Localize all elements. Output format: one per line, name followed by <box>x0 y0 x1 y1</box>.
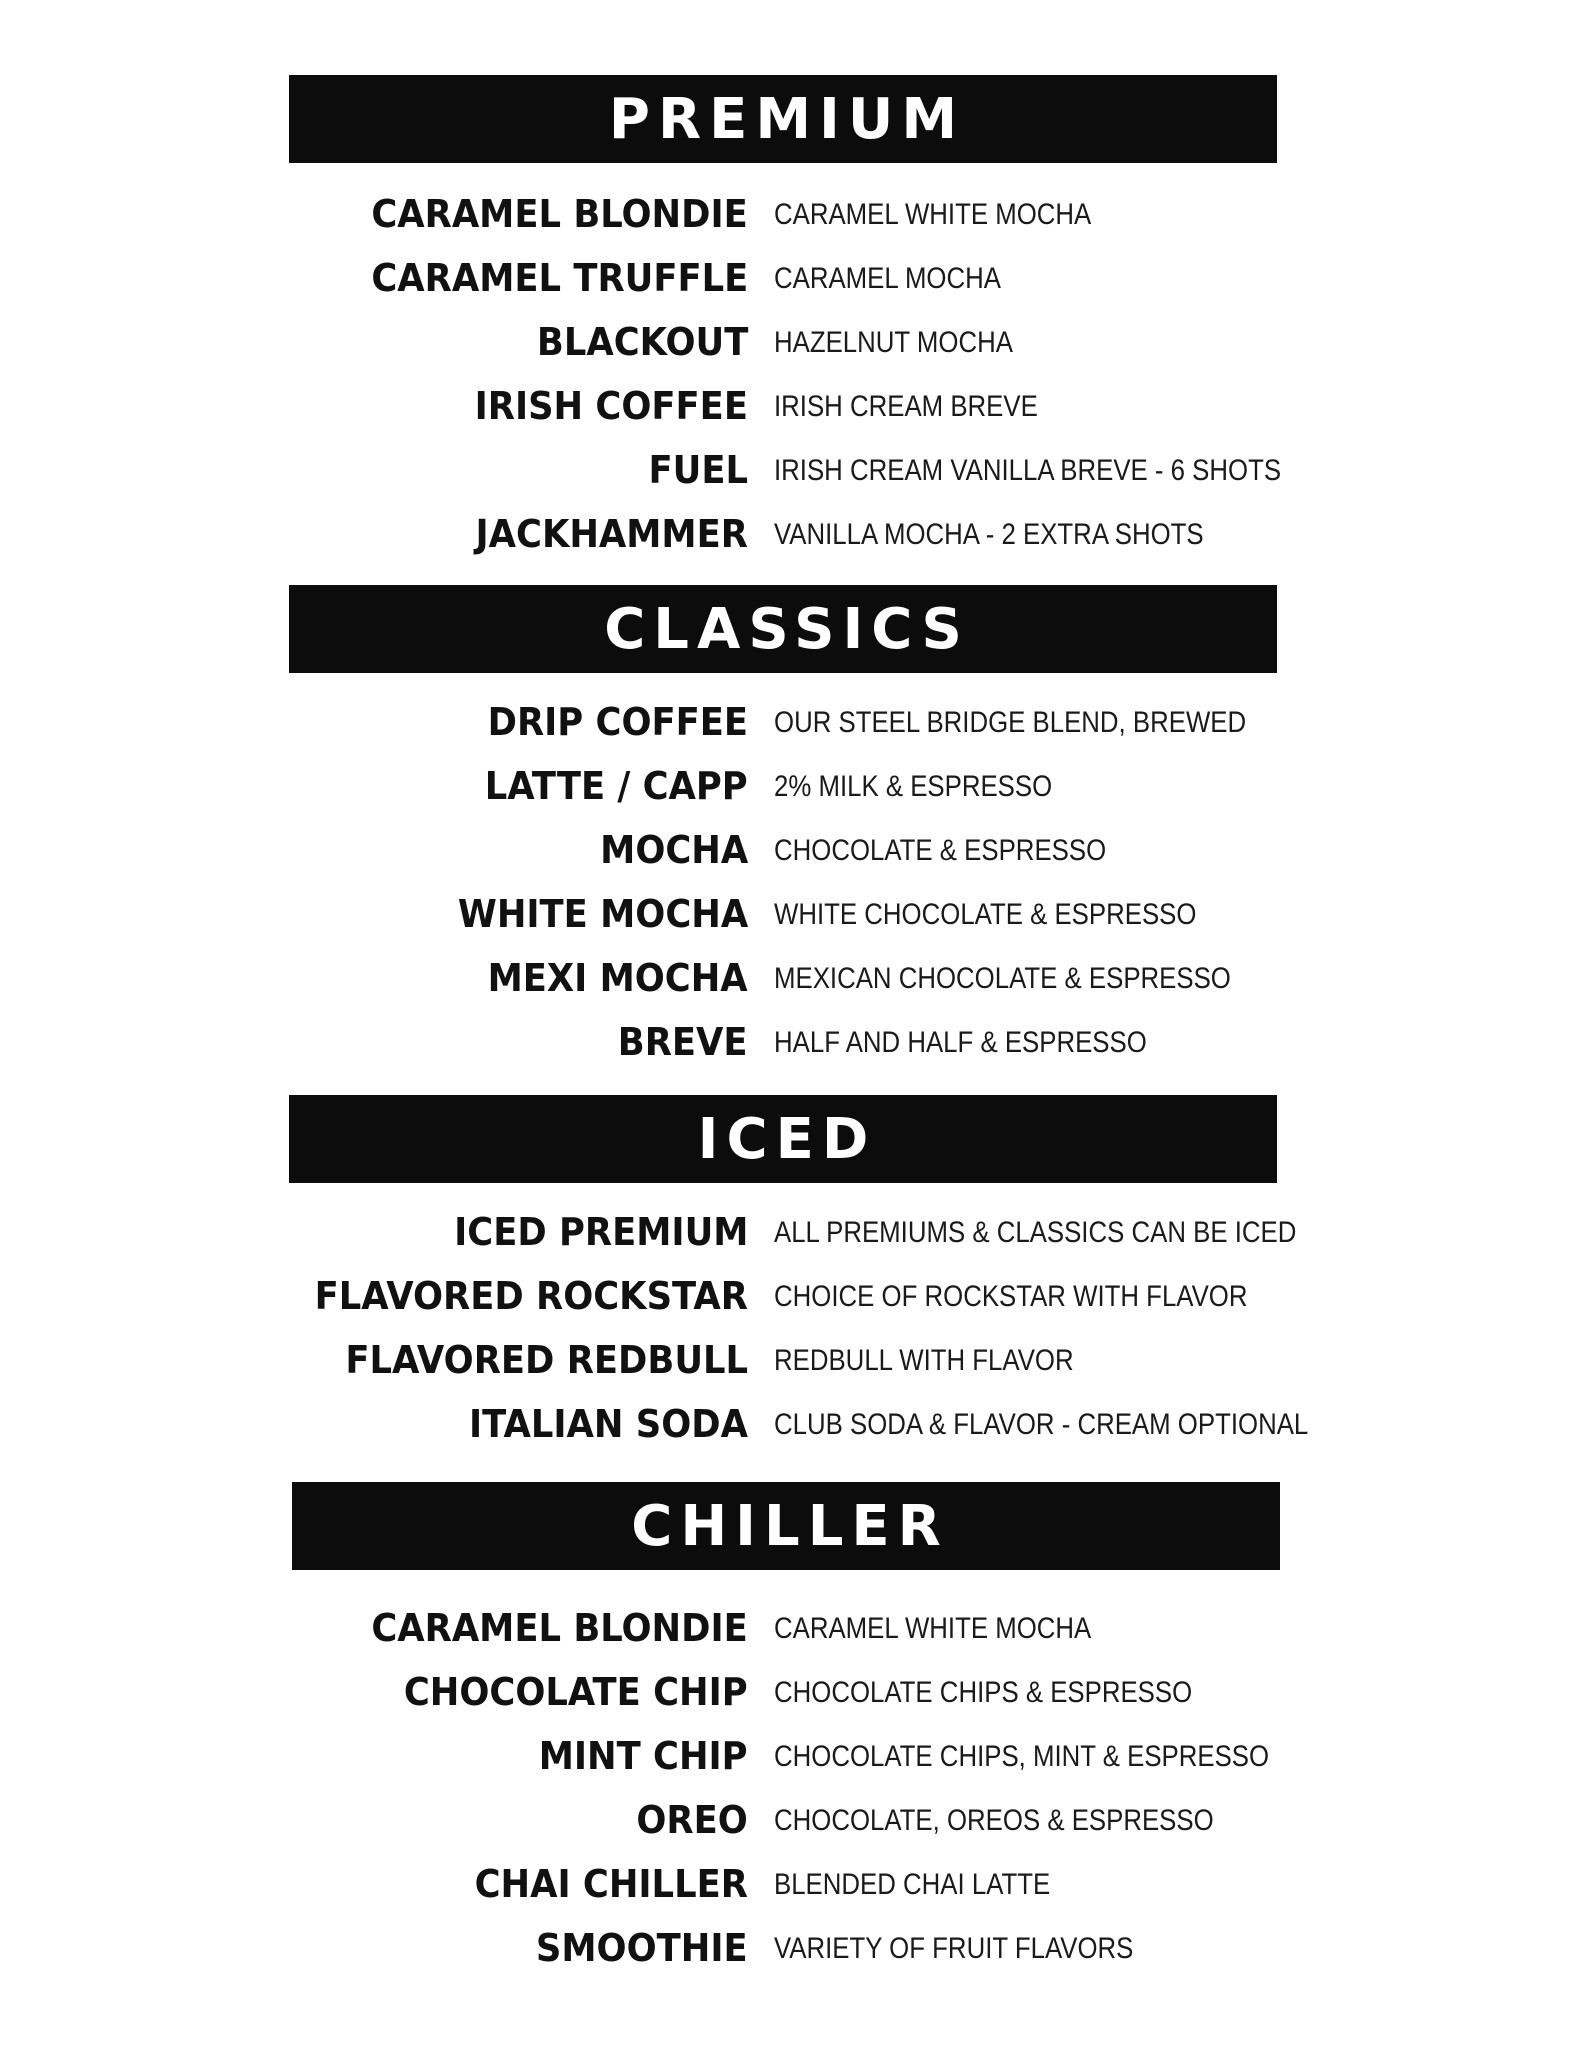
menu-item-name: SMOOTHIE <box>536 1926 748 1970</box>
menu-item <box>0 946 1582 1010</box>
section-header-premium <box>289 75 1277 163</box>
section-title: PREMIUM <box>608 86 966 152</box>
menu-item-name: CARAMEL BLONDIE <box>371 1606 748 1650</box>
menu-item-name: IRISH COFFEE <box>474 384 748 428</box>
menu-item-description: CLUB SODA & FLAVOR - CREAM OPTIONAL <box>774 1408 1309 1441</box>
menu-item-description: WHITE CHOCOLATE & ESPRESSO <box>774 898 1197 931</box>
menu-item <box>0 1392 1582 1456</box>
menu-item-name: CARAMEL BLONDIE <box>371 192 748 236</box>
menu-item <box>0 246 1582 310</box>
menu-item-description: BLENDED CHAI LATTE <box>774 1868 1051 1901</box>
section-header-classics <box>289 585 1277 673</box>
menu-item-name: DRIP COFFEE <box>487 700 748 744</box>
menu-item-description: CHOCOLATE & ESPRESSO <box>774 834 1107 867</box>
menu-item-name: FUEL <box>648 448 748 492</box>
menu-item <box>0 1852 1582 1916</box>
menu-item-name: MINT CHIP <box>539 1734 748 1778</box>
section-title: ICED <box>697 1106 877 1172</box>
menu-item <box>0 1264 1582 1328</box>
menu-item <box>0 1916 1582 1980</box>
menu-item-description: CHOICE OF ROCKSTAR WITH FLAVOR <box>774 1280 1248 1313</box>
menu-item-description: IRISH CREAM VANILLA BREVE - 6 SHOTS <box>774 454 1282 487</box>
menu-item <box>0 754 1582 818</box>
menu-item <box>0 1788 1582 1852</box>
menu-item-description: REDBULL WITH FLAVOR <box>774 1344 1074 1377</box>
menu-item-description: CARAMEL WHITE MOCHA <box>774 1612 1092 1645</box>
menu-item <box>0 1200 1582 1264</box>
menu-item-description: VARIETY OF FRUIT FLAVORS <box>774 1932 1134 1965</box>
section-header-chiller <box>292 1482 1280 1570</box>
menu-item-description: IRISH CREAM BREVE <box>774 390 1038 423</box>
menu-item-name: CHAI CHILLER <box>474 1862 748 1906</box>
menu-item <box>0 502 1582 566</box>
menu-item-name: FLAVORED REDBULL <box>345 1338 748 1382</box>
menu-item <box>0 182 1582 246</box>
menu-item-description: OUR STEEL BRIDGE BLEND, BREWED <box>774 706 1247 739</box>
menu-item-description: CARAMEL MOCHA <box>774 262 1001 295</box>
menu-item-name: WHITE MOCHA <box>457 892 748 936</box>
menu-item <box>0 438 1582 502</box>
menu-item-description: HALF AND HALF & ESPRESSO <box>774 1026 1147 1059</box>
menu-item <box>0 310 1582 374</box>
menu-item-description: MEXICAN CHOCOLATE & ESPRESSO <box>774 962 1231 995</box>
menu-item-name: FLAVORED ROCKSTAR <box>314 1274 748 1318</box>
menu-item <box>0 374 1582 438</box>
menu-item-description: 2% MILK & ESPRESSO <box>774 770 1053 803</box>
menu-item <box>0 1328 1582 1392</box>
menu-item <box>0 1596 1582 1660</box>
menu-item-description: ALL PREMIUMS & CLASSICS CAN BE ICED <box>774 1216 1297 1249</box>
menu-item-name: LATTE / CAPP <box>485 764 748 808</box>
menu-item-name: CHOCOLATE CHIP <box>404 1670 748 1714</box>
menu-item-name: BREVE <box>618 1020 748 1064</box>
menu-item-name: MOCHA <box>599 828 748 872</box>
menu-item-description: CHOCOLATE CHIPS, MINT & ESPRESSO <box>774 1740 1270 1773</box>
menu-item-description: CHOCOLATE CHIPS & ESPRESSO <box>774 1676 1193 1709</box>
menu-item-name: JACKHAMMER <box>475 512 748 556</box>
menu-item-description: CHOCOLATE, OREOS & ESPRESSO <box>774 1804 1214 1837</box>
menu-item-name: OREO <box>636 1798 748 1842</box>
menu-item-description: CARAMEL WHITE MOCHA <box>774 198 1092 231</box>
menu-item-description: VANILLA MOCHA - 2 EXTRA SHOTS <box>774 518 1204 551</box>
section-title: CLASSICS <box>604 596 970 662</box>
menu-item-name: ICED PREMIUM <box>453 1210 748 1254</box>
menu-item <box>0 690 1582 754</box>
section-title: CHILLER <box>631 1493 949 1559</box>
menu-item <box>0 1724 1582 1788</box>
section-header-iced <box>289 1095 1277 1183</box>
menu-item-name: ITALIAN SODA <box>469 1402 748 1446</box>
menu-item <box>0 818 1582 882</box>
menu-item <box>0 1010 1582 1074</box>
menu-item-name: BLACKOUT <box>536 320 748 364</box>
menu-item-name: CARAMEL TRUFFLE <box>371 256 748 300</box>
menu-item <box>0 1660 1582 1724</box>
menu-item-name: MEXI MOCHA <box>487 956 748 1000</box>
menu-item <box>0 882 1582 946</box>
menu-item-description: HAZELNUT MOCHA <box>774 326 1013 359</box>
